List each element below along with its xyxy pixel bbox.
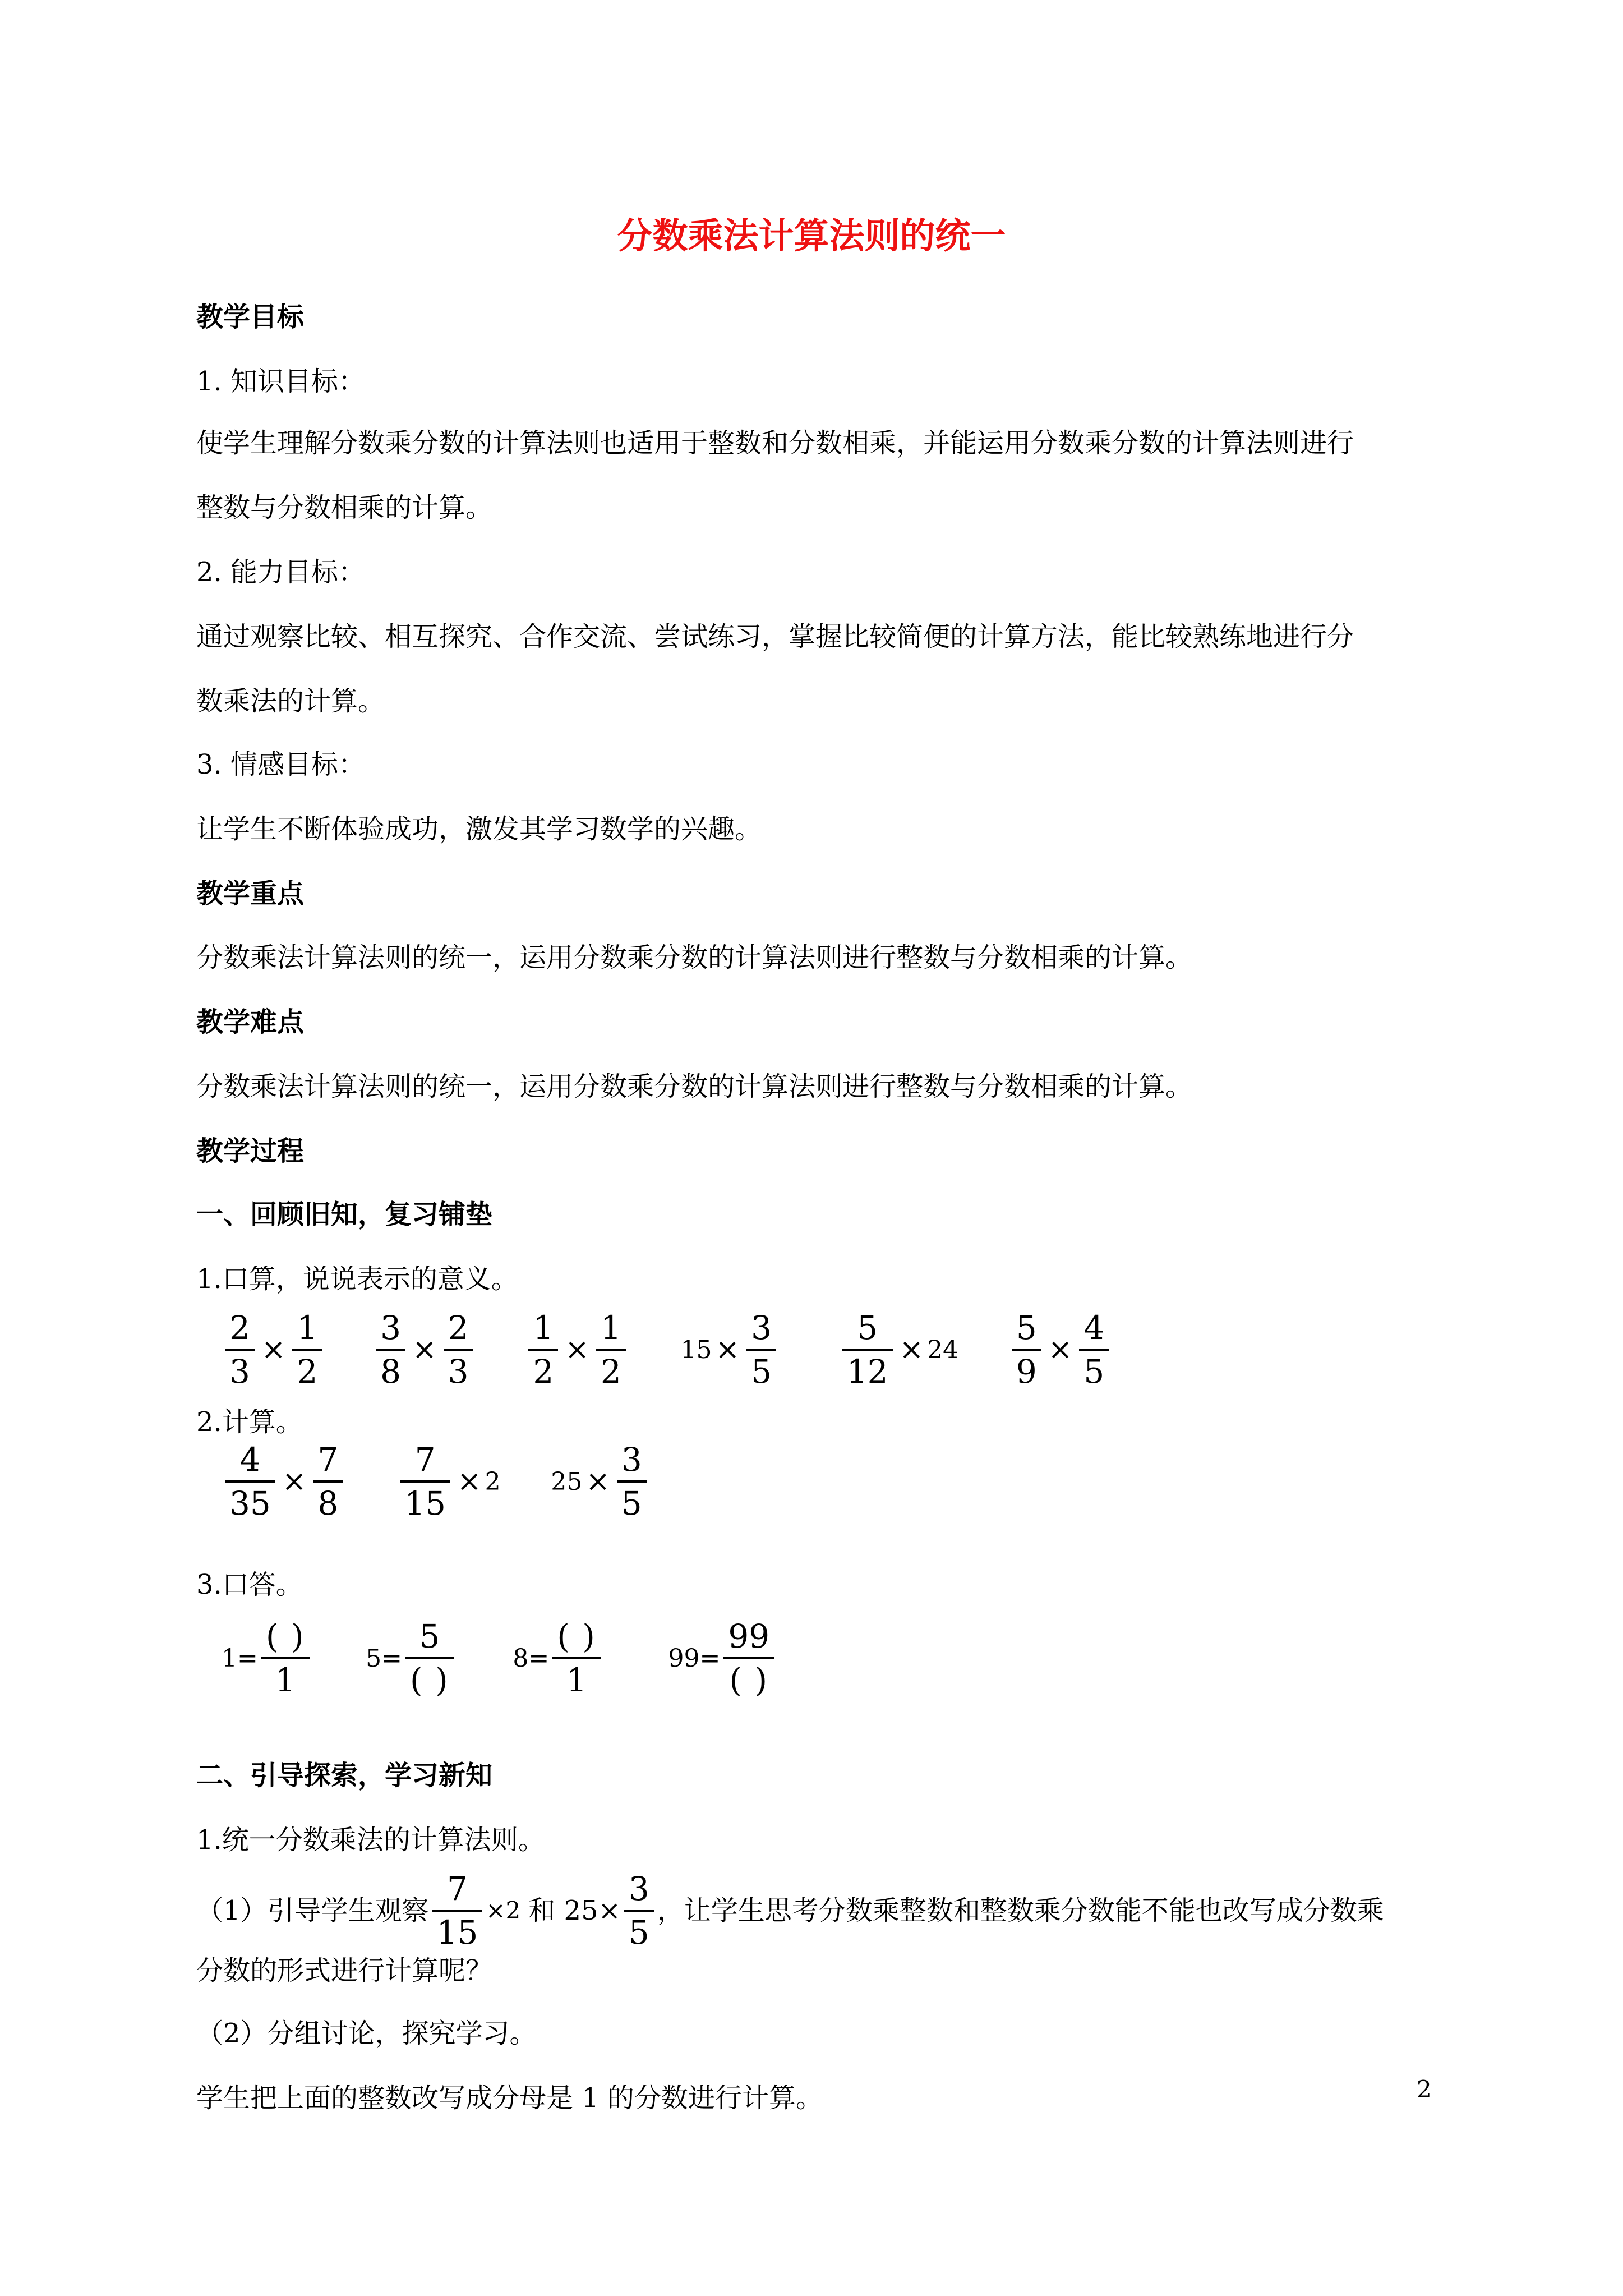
- ability-text-1: 通过观察比较、相互探究、合作交流、尝试练习，掌握比较简便的计算方法，能比较熟练地进行分: [196, 621, 1354, 652]
- ability-heading: 2. 能力目标：: [196, 556, 366, 588]
- key-heading: 教学重点: [196, 878, 305, 909]
- expr-6: $\frac{5}{9}$ × $\frac{4}{5}$: [1008, 1307, 1112, 1392]
- page-number: 2: [1417, 2076, 1432, 2103]
- observe-prefix: （1）引导学生观察: [196, 1895, 429, 1926]
- difficulty-heading: 教学难点: [196, 1006, 305, 1038]
- calc-expr-3: 25 × $\frac{3}{5}$: [551, 1439, 649, 1524]
- expr-2: $\frac{3}{8}$ × $\frac{2}{3}$: [372, 1307, 515, 1392]
- knowledge-text-2: 整数与分数相乘的计算。: [196, 492, 493, 523]
- expr-4: 15 × $\frac{3}{5}$: [681, 1307, 829, 1392]
- oral-answer-label: 3.口答。: [196, 1569, 303, 1600]
- unify-label: 1.统一分数乘法的计算法则。: [196, 1824, 545, 1856]
- key-text: 分数乘法计算法则的统一，运用分数乘分数的计算法则进行整数与分数相乘的计算。: [196, 942, 1193, 973]
- answer-expr-4: 99= $\frac{99}{( )}$: [668, 1616, 778, 1701]
- oral-calc-row: [222, 1307, 1112, 1392]
- calc-expr-1: $\frac{4}{35}$ × $\frac{7}{8}$: [222, 1439, 387, 1524]
- expr-1: $\frac{2}{3}$ × $\frac{1}{2}$: [222, 1307, 363, 1392]
- calc-label: 2.计算。: [196, 1406, 303, 1438]
- ability-text-2: 数乘法的计算。: [196, 685, 385, 717]
- discuss-text: （2）分组讨论，探究学习。: [196, 2018, 537, 2049]
- expr-5: $\frac{5}{12}$ × 24: [839, 1307, 999, 1392]
- emotion-heading: 3. 情感目标：: [196, 749, 366, 780]
- observe-suffix: ，让学生思考分数乘整数和整数乘分数能不能也改写成分数乘: [657, 1895, 1384, 1926]
- rewrite-text: 学生把上面的整数改写成分母是 1 的分数进行计算。: [196, 2082, 823, 2114]
- observe-mid: 和 25×: [528, 1895, 621, 1926]
- process-heading: 教学过程: [196, 1135, 305, 1167]
- observe-fraction-1: $\frac{7}{15}$: [432, 1868, 483, 1953]
- answer-expr-2: 5= $\frac{5}{( )}$: [366, 1616, 503, 1701]
- observe-fraction-2: $\frac{3}{5}$: [624, 1868, 654, 1953]
- answer-expr-3: 8= $\frac{( )}{1}$: [513, 1616, 658, 1701]
- calc-row: [222, 1439, 650, 1524]
- oral-calc-label: 1.口算，说说表示的意义。: [196, 1263, 518, 1295]
- goals-heading: 教学目标: [196, 301, 305, 333]
- difficulty-text: 分数乘法计算法则的统一，运用分数乘分数的计算法则进行整数与分数相乘的计算。: [196, 1071, 1193, 1102]
- oral-answer-row: [222, 1616, 777, 1701]
- emotion-text: 让学生不断体验成功，激发其学习数学的兴趣。: [196, 813, 762, 845]
- expr-3: $\frac{1}{2}$ × $\frac{1}{2}$: [525, 1307, 671, 1392]
- part2-heading: 二、引导探索，学习新知: [196, 1760, 493, 1791]
- knowledge-heading: 1. 知识目标：: [196, 366, 366, 397]
- answer-expr-1: 1= $\frac{( )}{1}$: [222, 1616, 356, 1701]
- document-title: 分数乘法计算法则的统一: [617, 215, 1006, 256]
- knowledge-text-1: 使学生理解分数乘分数的计算法则也适用于整数和分数相乘，并能运用分数乘分数的计算法则进行: [196, 427, 1354, 459]
- calc-expr-2: $\frac{7}{15}$ × 2: [396, 1439, 541, 1524]
- part1-heading: 一、回顾旧知，复习铺垫: [196, 1199, 493, 1230]
- observe-text-2: 分数的形式进行计算呢？: [196, 1955, 493, 1986]
- observe-line: （1）引导学生观察 $\frac{7}{15}$ ×2 和 25× $\frac{3}{5}$ ，让学生思考分数乘整数和整数乘分数能不能也改写成分数乘: [196, 1868, 1384, 1953]
